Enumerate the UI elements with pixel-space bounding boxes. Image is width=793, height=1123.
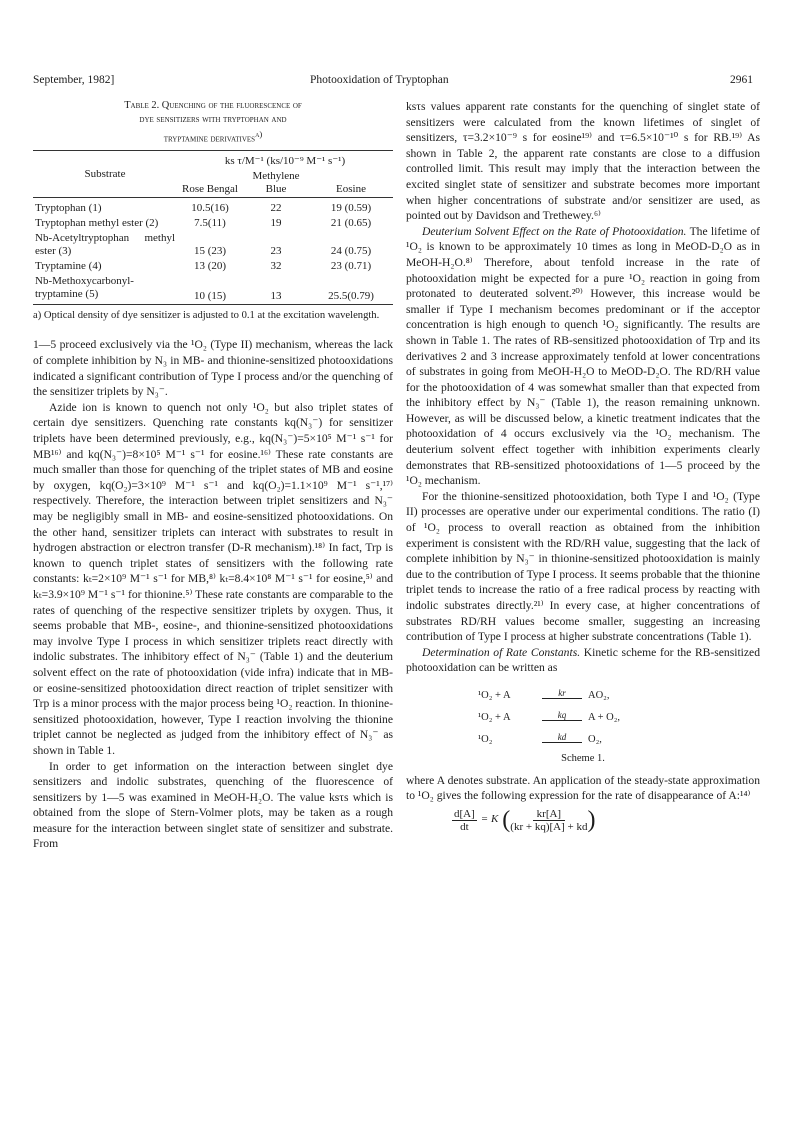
- table-header-eosine: Eosine: [336, 183, 366, 196]
- table-row: [33, 259, 393, 274]
- table-cell-eo: 25.5(0.79): [328, 290, 374, 303]
- right-column: [406, 99, 760, 833]
- right-paragraph-1: ksτs values apparent rate constants for the quenching of singlet state of sensitizers were calculated from the known lifetimes of singlet of sensitizers, τ=3.2×10⁻⁹ s for eosine¹⁹⁾ and τ=6.5×10⁻¹⁰ s for RB.¹⁹⁾ As shown in Table 2, the apparent rate constants are close to a diffusion controlled limit. This result may imply that the interaction between the excited singlet state of sensitizer and substrate becomes more important when higher concentrations of substrate and/or sensitizer are used, as pointed out by Davidson and Trethewey.⁶⁾: [406, 100, 760, 223]
- right-paragraph-2-text: The lifetime of ¹O₂ is known to be approximately 10 times as long in MeOD-D₂O as in MeOH-H₂O.⁸⁾ Therefore, about tenfold increase in the rate of photooxidation might be expected for a pure ¹O₂ reaction in going from protonated to deuterated solvent.²⁰⁾ However, this increase would be smaller if Type I mechanism becomes predominant or if the acceptor concentration is high enough to quench ¹O₂ significantly. The results are shown in Table 1. The rates of RB-sensitized photooxidation of Trp and its derivatives 2 and 3 increase approximately tenfold at lower concentrations of substrates in going from MeOH-H₂O to MeOD-D₂O. The RD/RH value for the photooxidation of 4 was somewhat smaller than that expected from the inhibitory effect by N₃⁻ (Table 1), the reason remaining unknown. However, as will be discussed below, a kinetic treatment indicates that the photooxidation of 4 occurs exclusively via the ¹O₂ mechanism. The deuterium solvent effect together with inhibition experiments clearly demonstrates that RB-sensitized photooxidations of 1—5 proceed by the ¹O₂ mechanism.: [406, 224, 760, 488]
- table-cell-eo: 23 (0.71): [330, 260, 372, 273]
- right-paragraph-2: [406, 224, 760, 489]
- scheme-1: [406, 682, 760, 767]
- table-cell-mb: 22: [270, 202, 282, 215]
- eq-paren-open: (: [502, 807, 511, 834]
- table-cell-substrate: Tryptamine (4): [35, 260, 102, 273]
- table-cell-eo: 24 (0.75): [330, 245, 372, 258]
- table-cell-rb: 15 (23): [193, 245, 227, 258]
- table-cell-eo: 21 (0.65): [330, 217, 372, 230]
- rate-constant-label: kd: [542, 732, 582, 743]
- eq-numerator: kr[A]: [533, 808, 565, 821]
- table-cell-rb: 13 (20): [193, 260, 227, 273]
- scheme-reaction-3: [478, 726, 760, 748]
- table-footnote: a) Optical density of dye sensitizer is adjusted to 0.1 at the excitation wavelength.: [33, 310, 380, 322]
- header-page-number: 2961: [730, 74, 753, 86]
- header-date: September, 1982]: [33, 74, 115, 86]
- left-paragraph-1: 1—5 proceed exclusively via the ¹O₂ (Type II) mechanism, whereas the lack of complete inhibition by N₃ in MB- and thionine-sensitized photooxidations indicated a significant contribution of Type I process and/or the quenching of the sensitizer triplets by N₃⁻.: [33, 338, 393, 399]
- table-cell-substrate: Nb-Acetyltryptophan methyl ester (3): [35, 232, 175, 258]
- reactant: ¹O₂ + A: [478, 712, 511, 724]
- table-cell-rb: 10 (15): [193, 290, 227, 303]
- table-row: [33, 274, 393, 305]
- table-cell-substrate: Tryptophan methyl ester (2): [35, 217, 159, 230]
- table-cell-rb: 10.5(16): [191, 202, 229, 215]
- right-paragraph-4: [406, 645, 760, 676]
- table-cell-mb: 13: [270, 290, 282, 303]
- eq-lhs-numerator: d[A]: [454, 807, 475, 820]
- eq-equals-k: = K: [480, 813, 499, 826]
- table-header-rose-bengal: Rose Bengal: [182, 183, 238, 196]
- table-cell-substrate: Tryptophan (1): [35, 202, 102, 215]
- product: AO₂,: [588, 690, 610, 702]
- left-paragraph-3: In order to get information on the interaction between singlet dye sensitizers and indolic substrates, quenching of the fluorescence of sensitizers by 1—5 was examined in MeOH-H₂O. The value ksτs which is obtained from the slope of Stern-Volmer plots, may be taken as a rough measure for the interaction between singlet state of sensitizer and substrate. From: [33, 759, 393, 851]
- table-caption: [33, 99, 393, 146]
- table-caption-line2: dye sensitizers with tryptophan and: [139, 114, 287, 125]
- header-title: Photooxidation of Tryptophan: [310, 74, 449, 86]
- table-row: [33, 231, 393, 259]
- eq-lhs: [452, 808, 477, 833]
- left-paragraph-2: Azide ion is known to quench not only ¹O₂ but also triplet states of certain dye sensitizers. Quenching rate constants kq(N₃⁻) for sensitizer triplets have been determined previously, e.g., kq(N₃⁻)=5×10⁵ M⁻¹ s⁻¹ for MB¹⁶⁾ and kq(N₃⁻)=8×10⁵ M⁻¹ s⁻¹ for eosine.¹⁶⁾ These rate constants are much smaller than those for quenching of the triplet states of MB and eosine by oxygen, kq(O₂)=3×10⁹ M⁻¹ s⁻¹ and kq(O₂)=1.1×10⁹ M⁻¹ s⁻¹,¹⁷⁾ respectively. Therefore, the interaction between triplet sensitizers and N₃⁻ may be negligibly small in MB- and eosine-sensitized photooxidations. On the other hand, sensitizer triplets can interact with substrates to result in hydrogen abstraction or electron transfer (D-R mechanism).¹⁸⁾ In fact, Trp is known to quench triplet states of sensitizers with the following rate constants: kₜ=2×10⁹ M⁻¹ s⁻¹ for MB,⁸⁾ kₜ=8.4×10⁸ M⁻¹ s⁻¹ for eosine,⁵⁾ and kₜ=3.9×10⁹ M⁻¹ s⁻¹ for thionine.⁵⁾ These rate constants are comparable to the rates of quenching of the respective sensitizer triplets by oxygen. Thus, it seems probable that MB-, eosine-, and thionine-sensitized photooxidations may involve Type I process in which sensitizer triplets react directly with indolic substrates. The inhibitory effect of N₃⁻ (Table 1) and the deuterium solvent effect on the rate of photooxidation (vide infra) indicate that in MB- or eosine-sensitized photooxidation direct reaction of triplet sensitizer with Trp is a minor process with the major process being ¹O₂ reaction. In thionine-sensitized photooxidation, however, Type I reaction involving the thionine triplet cannot be neglected as judged from the inhibitory effect of N₃⁻ as shown in Table 1.: [33, 400, 393, 757]
- scheme-reaction-2: [478, 704, 760, 726]
- eq-fraction: [510, 808, 587, 833]
- reactant: ¹O₂: [478, 734, 493, 746]
- product: O₂,: [588, 734, 602, 746]
- rate-constant-label: kq: [542, 710, 582, 721]
- table-header-substrate: Substrate: [84, 167, 126, 180]
- eq-denominator: (kr + kq)[A] + kd: [510, 820, 588, 833]
- table-cell-substrate: Nb-Methoxycarbonyl-tryptamine (5): [35, 275, 134, 301]
- table-row: [33, 198, 393, 217]
- table-caption-line3: tryptamine derivatives: [163, 133, 256, 145]
- scheme-reaction-1: [478, 682, 760, 704]
- table-cell-rb: 7.5(11): [194, 217, 226, 230]
- table-caption-footnote-mark: a): [255, 129, 263, 139]
- table-2: [33, 99, 393, 323]
- table-cell-mb: 23: [270, 245, 282, 258]
- table-cell-eo: 19 (0.59): [330, 202, 372, 215]
- eq-paren-close: ): [587, 807, 596, 834]
- product: A + O₂,: [588, 712, 621, 724]
- rate-equation: [452, 808, 760, 833]
- table-caption-line1: Table 2. Quenching of the fluorescence of: [124, 100, 302, 111]
- table-row: [33, 216, 393, 231]
- section-title-deuterium: Deuterium Solvent Effect on the Rate of Photooxidation.: [422, 224, 687, 238]
- table-cell-mb: 32: [270, 260, 282, 273]
- rate-constant-label: kr: [542, 688, 582, 699]
- eq-lhs-denominator: dt: [460, 820, 469, 833]
- table-cell-mb: 19: [270, 217, 282, 230]
- right-paragraph-5: where A denotes substrate. An application of the steady-state approximation to ¹O₂ gives the following expression for the rate of disappearance of A:¹⁴⁾: [406, 773, 760, 803]
- table-header-group: ks τ/M⁻¹ (ks/10⁻⁹ M⁻¹ s⁻¹): [224, 155, 346, 168]
- table-body: [33, 151, 393, 305]
- section-title-rate-constants: Determination of Rate Constants.: [422, 645, 581, 659]
- right-paragraph-4-text: Kinetic scheme for the RB-sensitized photooxidation can be written as: [406, 645, 760, 675]
- scheme-label: Scheme 1.: [561, 752, 605, 764]
- reactant: ¹O₂ + A: [478, 690, 511, 702]
- right-paragraph-3: For the thionine-sensitized photooxidation, both Type I and ¹O₂ (Type II) processes are operative under our experimental conditions. The ratio (I) of ¹O₂ process to overall reaction as obtained from the inhibition experiment is consistent with the RD/RH value, suggesting that the lack of complete inhibition by N₃⁻ in thionine-sensitized photooxidation is mainly due to the contribution of Type I process. It seems probable that the thionine triplet tends to increase the ratio of a free radical process by reacting with indolic substrates directly.²¹⁾ In every case, at higher concentrations of substrates RD/RH values become smaller, suggesting an increasing contribution of Type I process at higher substrate concentrations (Table 1).: [406, 489, 760, 644]
- left-column: [33, 99, 393, 852]
- table-header-methylene-blue: Methylene Blue: [252, 170, 300, 196]
